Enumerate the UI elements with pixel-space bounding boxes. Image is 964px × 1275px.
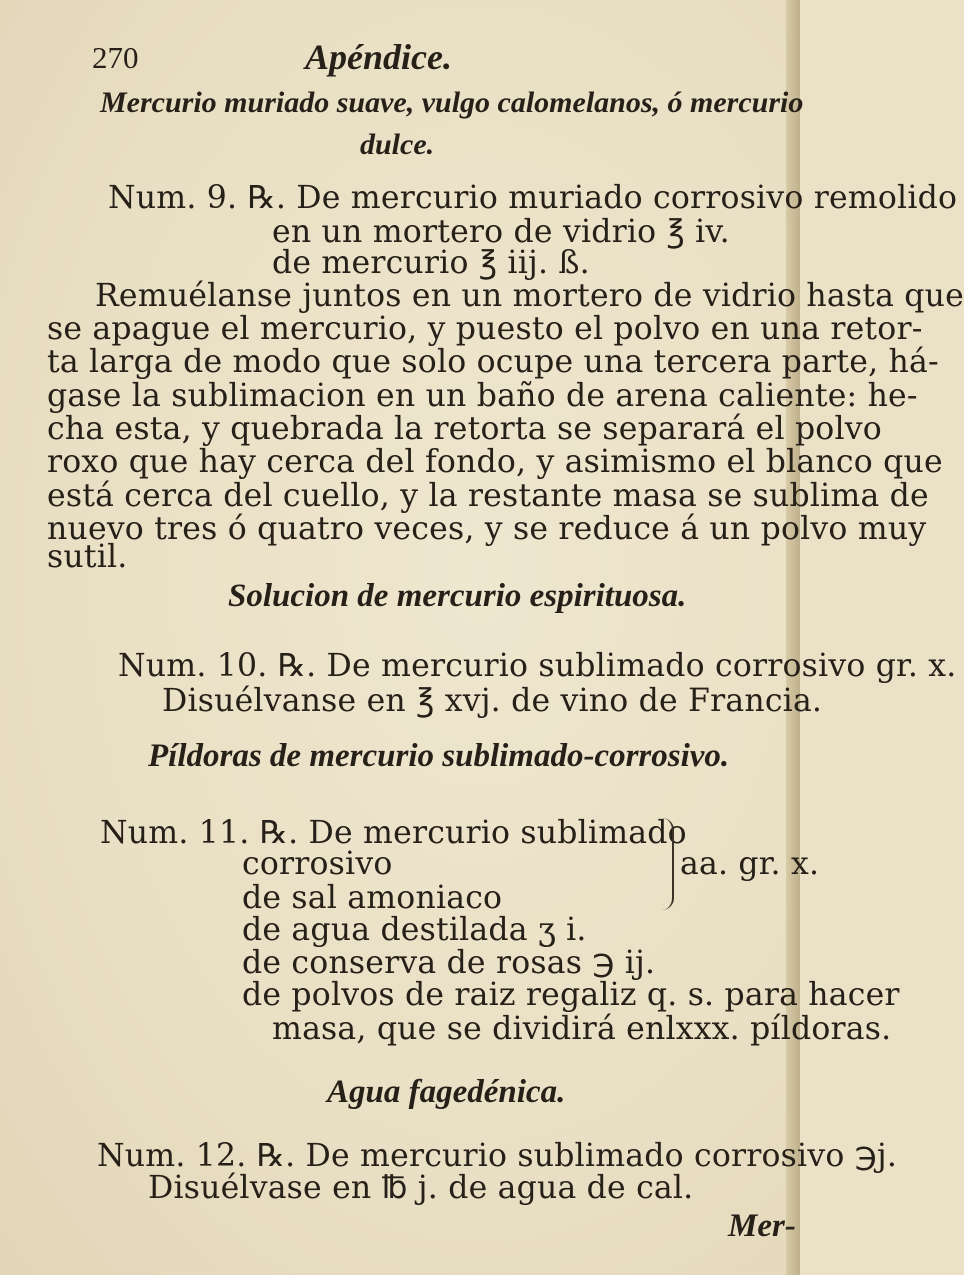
recipe-9-line-10: está cerca del cuello, y la restante masa se sublima de [47,478,929,514]
running-title: Apéndice. [305,37,452,77]
recipe-9-line-1: Num. 9. ℞. De mercurio muriado corrosivo remolido [108,180,958,216]
recipe-9-line-6: ta larga de modo que solo ocupe una tercera parte, há- [47,344,939,380]
recipe-11-line-6: de polvos de raiz regaliz q. s. para hacer [242,977,900,1013]
page-number: 270 [92,40,139,75]
heading-pildoras: Píldoras de mercurio sublimado-corrosivo. [148,738,730,774]
heading-mercurio-dulce: Mercurio muriado suave, vulgo calomelanos, ó mercurio [100,86,804,119]
recipe-9-line-8: cha esta, y quebrada la retorta se separará el polvo [47,411,882,447]
recipe-9-line-5: se apague el mercurio, y puesto el polvo en una retor- [47,311,923,347]
recipe-9-line-11: nuevo tres ó quatro veces, y se reduce á un polvo muy [47,511,927,547]
recipe-9-line-2: en un mortero de vidrio ℥ iv. [272,214,730,250]
recipe-11-brace [660,818,674,910]
recipe-11-line-7: masa, que se dividirá enlxxx. píldoras. [272,1011,892,1047]
recipe-12-line-1: Num. 12. ℞. De mercurio sublimado corrosivo ℈j. [97,1138,898,1174]
recipe-10-line-1: Num. 10. ℞. De mercurio sublimado corrosivo gr. x. [118,648,957,684]
recipe-9-line-4: Remuélanse juntos en un mortero de vidrio hasta que [95,278,964,314]
heading-agua-fagedenica: Agua fagedénica. [327,1074,566,1110]
recipe-11-line-3: de sal amoniaco [242,880,503,916]
recipe-9-line-9: roxo que hay cerca del fondo, y asimismo el blanco que [47,444,943,480]
recipe-11-line-1: Num. 11. ℞. De mercurio sublimado [100,815,687,851]
recipe-9-line-12: sutil. [47,539,128,575]
recipe-9-line-7: gase la sublimacion en un baño de arena caliente: he- [47,378,918,414]
recipe-11-brace-quantity: aa. gr. x. [680,846,820,882]
heading-solucion: Solucion de mercurio espirituosa. [228,578,687,614]
recipe-11-line-5: de conserva de rosas ℈ ij. [242,945,656,981]
recipe-9-line-3: de mercurio ℥ iij. ß. [272,245,590,281]
recipe-12-line-2: Disuélvase en ℔ j. de agua de cal. [148,1170,694,1206]
recipe-11-line-2: corrosivo [242,846,393,882]
recipe-10-line-2: Disuélvanse en ℥ xvj. de vino de Francia. [162,683,823,719]
catchword: Mer- [728,1208,796,1244]
heading-mercurio-dulce-cont: dulce. [360,128,435,161]
recipe-11-line-4: de agua destilada ʒ i. [242,912,587,948]
